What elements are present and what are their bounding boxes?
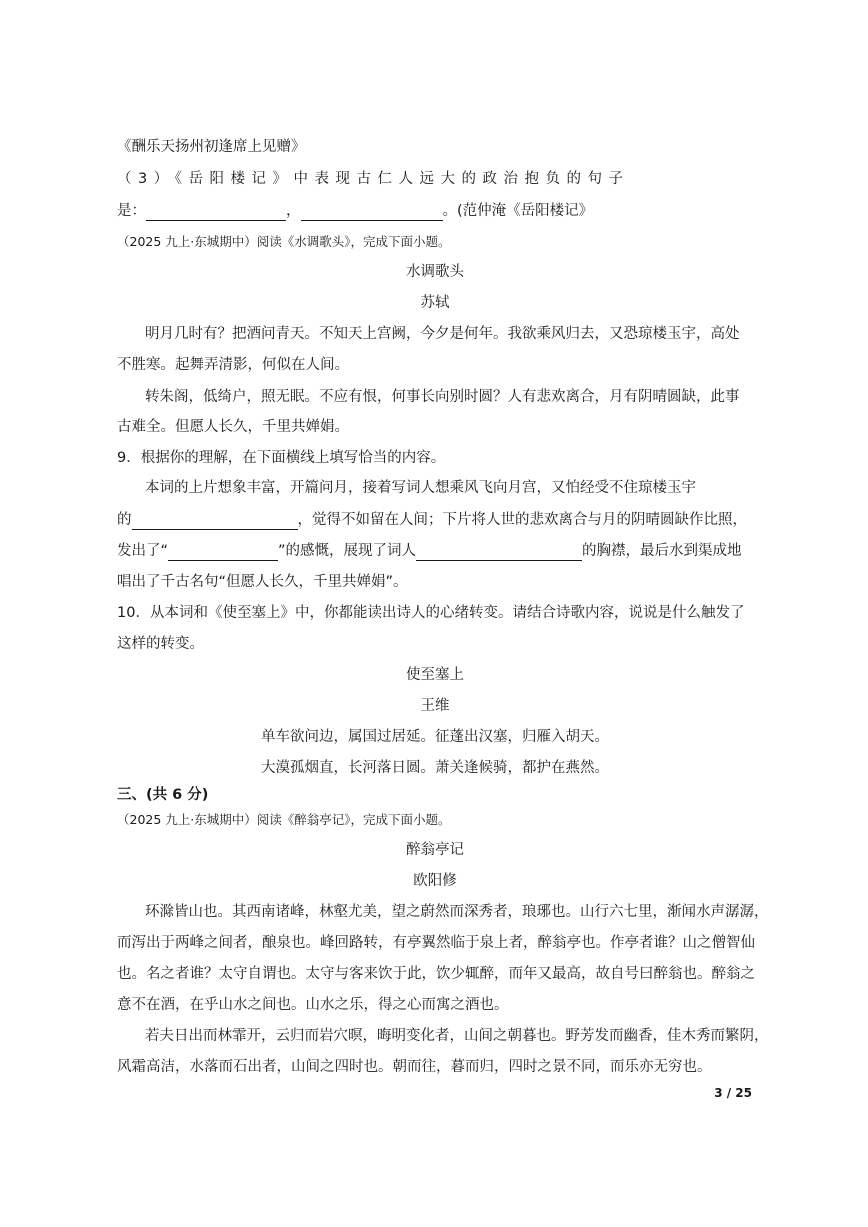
poem-title: 水调歌头 (406, 264, 464, 280)
poem-author: 王维 (420, 698, 450, 714)
poem-text: 明月几时有？把酒问青天。不知天上宫阙，今夕是何年。我欲乘风归去，又恐琼楼玉宇，高处 (145, 326, 740, 342)
question-9-text: 本词的上片想象丰富，开篇问月，接着写词人想乘风飞向月宫，又怕经受不住琼楼玉宇 (145, 480, 696, 496)
answer-blank[interactable] (146, 204, 286, 221)
essay-text: 若夫日出而林霏开，云归而岩穴暝，晦明变化者，山间之朝暮也。野芳发而幽香，佳木秀而繁阴， (145, 1028, 769, 1044)
section-intro: （2025 九上·东城期中）阅读《水调歌头》，完成下面小题。 (117, 234, 451, 249)
source-citation: 《酬乐天扬州初逢席上见赠》 (117, 139, 306, 155)
question-8-part-3-text: （3）《岳阳楼记》中表现古仁人远大的政治抱负的句子 (117, 171, 630, 187)
essay-text: 环滁皆山也。其西南诸峰，林壑尤美，望之蔚然而深秀者，琅琊也。山行六七里，渐闻水声潺潺， (145, 904, 769, 920)
essay-author: 欧阳修 (413, 873, 457, 889)
question-10-stem: 10．从本词和《使至塞上》中，你都能读出诗人的心绪转变。请结合诗歌内容，说说是什么触发了 (117, 605, 745, 621)
question-9-text: 发出了“ ”的感慨，展现了词人 的胸襟，最后水到渠成地 (117, 543, 742, 559)
question-8-part-3 (117, 169, 753, 189)
answer-blank[interactable] (168, 544, 278, 561)
essay-text: 风霜高洁，水落而石出者，山间之四时也。朝而往，暮而归，四时之景不同，而乐亦无穷也。 (117, 1059, 712, 1075)
essay-text: 也。名之者谁？太守自谓也。太守与客来饮于此，饮少辄醉，而年又最高，故自号曰醉翁也。醉翁之 (117, 966, 755, 982)
poem-author: 苏轼 (420, 295, 450, 311)
poem-text: 大漠孤烟直，长河落日圆。萧关逢候骑，都护在燕然。 (261, 760, 609, 776)
question-10-stem: 这样的转变。 (117, 636, 204, 652)
section-heading: 三、(共 6 分) (117, 787, 209, 803)
poem-text: 古难全。但愿人长久，千里共婵娟。 (117, 419, 349, 435)
answer-blank[interactable] (132, 513, 298, 530)
poem-text: 不胜寒。起舞弄清影，何似在人间。 (117, 357, 349, 373)
essay-text: 意不在酒，在乎山水之间也。山水之乐，得之心而寓之酒也。 (117, 997, 509, 1013)
question-9-stem: 9．根据你的理解，在下面横线上填写恰当的内容。 (117, 450, 446, 466)
section-intro: （2025 九上·东城期中）阅读《醉翁亭记》，完成下面小题。 (117, 812, 451, 827)
essay-text: 而泻出于两峰之间者，酿泉也。峰回路转，有亭翼然临于泉上者，醉翁亭也。作亭者谁？山之僧智仙 (117, 935, 755, 951)
page-number: 3 / 25 (714, 1086, 752, 1100)
question-9-text: 的 ，觉得不如留在人间；下片将人世的悲欢离合与月的阴晴圆缺作比照， (117, 512, 747, 528)
question-8-part-3-answer-line: 是： ， 。(范仲淹《岳阳楼记》 (117, 203, 594, 219)
poem-text: 转朱阁，低绮户，照无眠。不应有恨，何事长向别时圆？人有悲欢离合，月有阴晴圆缺，此事 (145, 389, 740, 405)
question-9-text: 唱出了千古名句“但愿人长久，千里共婵娟”。 (117, 574, 408, 590)
poem-text: 单车欲问边，属国过居延。征蓬出汉塞，归雁入胡天。 (261, 729, 609, 745)
poem-title: 使至塞上 (406, 667, 464, 683)
answer-blank[interactable] (416, 544, 582, 561)
answer-blank[interactable] (301, 204, 443, 221)
essay-title: 醉翁亭记 (406, 842, 464, 858)
